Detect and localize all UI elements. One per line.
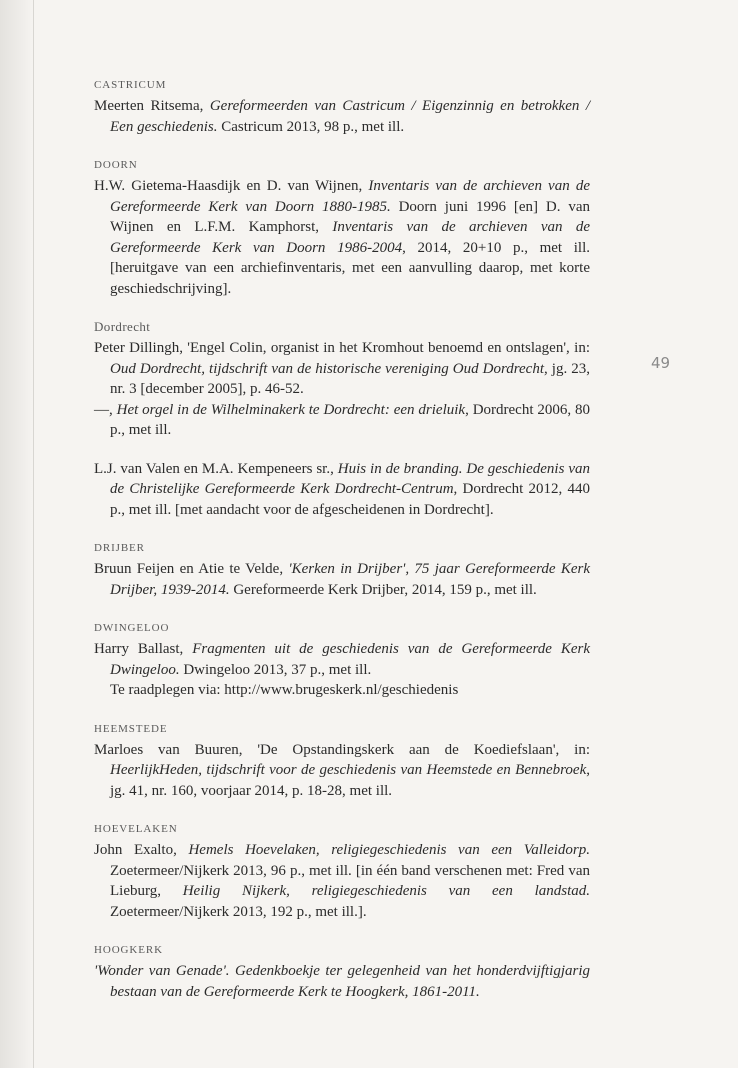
bib-entry: Bruun Feijen en Atie te Velde, 'Kerken in Drijber', 75 jaar Gereformeerde Kerk Drijber, 1939-2014. Gereformeerde Kerk Drijber, 2014, 159 p., met ill. [94,561,590,598]
book-spine-shadow [0,0,34,1068]
section-drijber [94,541,590,600]
bib-entry: Harry Ballast, Fragmenten uit de geschiedenis van de Gereformeerde Kerk Dwingeloo. Dwingeloo 2013, 37 p., met ill. Te raadplegen via: http://www.brugeskerk.nl/geschiedenis [94,639,590,701]
bib-entry: —, Het orgel in de Wilhelminakerk te Dordrecht: een drieluik, Dordrecht 2006, 80 p., met ill. [94,401,591,438]
bibliography-content [94,78,590,1023]
bib-entry: L.J. van Valen en M.A. Kempeneers sr., Huis in de branding. De geschiedenis van de Christelijke Gereformeerde Kerk Dordrecht-Centrum, Dordrecht 2012, 440 p., met ill. [met aandacht voor de afgescheidenen in Dordrecht]. [94,460,590,518]
bib-entry: H.W. Gietema-Haasdijk en D. van Wijnen, Inventaris van de archieven van de Gereformeerde Kerk van Doorn 1880-1985. Doorn juni 1996 [en] D. van Wijnen en L.F.M. Kamphorst, Inventaris van de archieven van de Gereformeerde Kerk van Doorn 1986-2004, 2014, 20+10 p., met ill. [heruitgave van een archiefinventaris, met een aanvulling daarop, met korte geschiedschrijving]. [94,178,590,297]
section-heading: HOOGKERK [94,944,163,956]
gutter-line [33,0,34,1068]
section-heading: DWINGELOO [94,622,170,634]
section-heading: HOEVELAKEN [94,823,178,835]
bib-entry: John Exalto, Hemels Hoevelaken, religiegeschiedenis van een Valleidorp. Zoetermeer/Nijkerk 2013, 96 p., met ill. [in één band verschenen met: Fred van Lieburg, Heilig Nijkerk, religiegeschiedenis van een landstad. Zoetermeer/Nijkerk 2013, 192 p., met ill.]. [94,842,590,920]
section-castricum [94,78,590,137]
bib-entry: 'Wonder van Genade'. Gedenkboekje ter gelegenheid van het honderdvijftigjarig bestaan van de Gereformeerde Kerk te Hoogkerk, 1861-2011. [94,963,590,1000]
spacer [94,441,590,459]
web-reference: Te raadplegen via: http://www.brugeskerk.nl/geschiedenis [110,682,459,698]
section-doorn [94,158,590,299]
section-hoogkerk [94,943,590,1002]
bib-entry: Peter Dillingh, 'Engel Colin, organist in het Kromhout benoemd en ontslagen', in: Oud Dordrecht, tijdschrift van de historische vereniging Oud Dordrecht, jg. 23, nr. 3 [december 2005], p. 46-52. [94,340,590,397]
bib-entry: Marloes van Buuren, 'De Opstandingskerk aan de Koediefslaan', in: HeerlijkHeden, tijdschrift voor de geschiedenis van Heemstede en Bennebroek, jg. 41, nr. 160, voorjaar 2014, p. 18-28, met ill. [94,741,590,799]
bib-entry: Meerten Ritsema, Gereformeerden van Castricum / Eigenzinnig en betrokken / Een geschiedenis. Castricum 2013, 98 p., met ill. [94,98,590,135]
section-dordrecht [94,320,590,520]
section-heading: CASTRICUM [94,79,167,91]
section-heading: HEEMSTEDE [94,722,168,735]
section-heemstede [94,722,590,802]
section-dwingeloo [94,621,590,701]
section-heading: DOORN [94,159,138,171]
section-hoevelaken [94,822,590,922]
section-heading: DRIJBER [94,542,145,554]
page-number: 49 [651,354,671,372]
section-heading: Dordrecht [94,319,151,334]
